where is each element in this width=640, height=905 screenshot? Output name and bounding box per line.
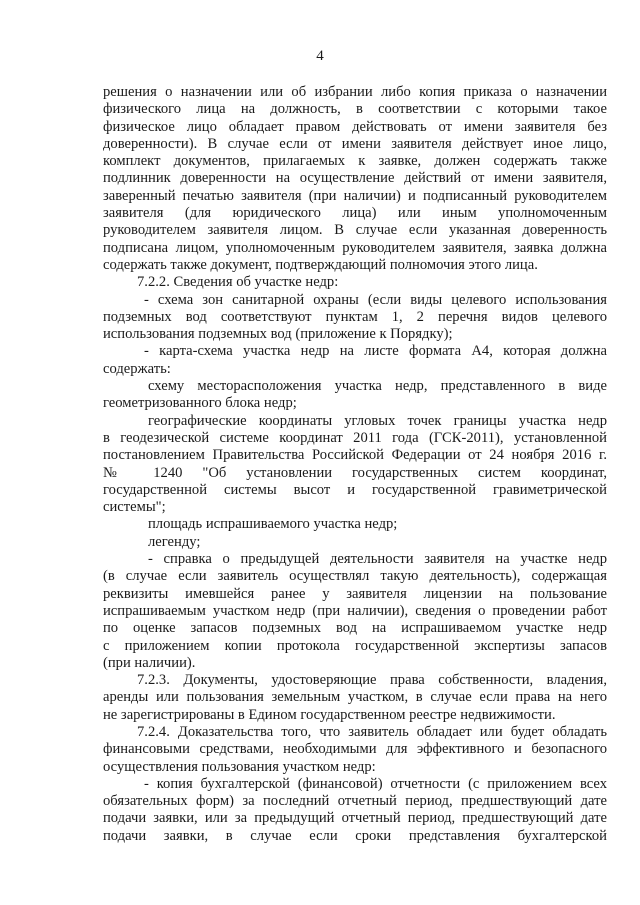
text-line: 7.2.2. Сведения об участке недр:: [137, 274, 339, 291]
text-line: по оценке запасов подземных вод на испрашиваемом участке недр: [103, 620, 607, 637]
text-line: постановлением Правительства Российской Федерации от 24 ноября 2016 г.: [103, 447, 607, 464]
text-line: использования подземных вод (приложение к Порядку);: [103, 326, 453, 343]
text-line: решения о назначении или об избрании либо копия приказа о назначении: [103, 84, 607, 100]
text-line: площадь испрашиваемого участка недр;: [148, 516, 398, 533]
text-line: (в случае если заявитель осуществлял такую деятельность), содержащая: [103, 568, 607, 585]
text-line: содержать также документ, подтверждающий полномочия этого лица.: [103, 256, 538, 273]
text-line: подачи заявки, в случае если сроки представления бухгалтерской: [103, 827, 607, 844]
text-line: 7.2.4. Доказательства того, что заявитель обладает или будет обладать: [137, 723, 607, 740]
text-line: государственной системы высот и государственной гравиметрической: [103, 481, 607, 498]
text-line: (при наличии).: [103, 654, 196, 671]
text-line: в геодезической системе координат 2011 года (ГСК-2011), установленной: [103, 429, 607, 446]
text-line: доверенности). В случае если от имени заявителя действует иное лицо,: [103, 135, 607, 152]
text-line: заявителя (для юридического лица) или иным уполномоченным: [103, 205, 607, 222]
text-line: 7.2.3. Документы, удостоверяющие права собственности, владения,: [137, 672, 607, 689]
text-line: не зарегистрированы в Едином государственном реестре недвижимости.: [103, 706, 556, 723]
text-line: финансовыми средствами, необходимыми для эффективного и безопасного: [103, 741, 607, 758]
text-line: реквизиты имевшейся ранее у заявителя лицензии на пользование: [103, 585, 607, 602]
text-line: с приложением копии протокола государственной экспертизы запасов: [103, 637, 607, 654]
text-line: подачи заявки, или за предыдущий отчетный период, предшествующий дате: [103, 810, 607, 827]
text-line: содержать:: [103, 360, 171, 377]
text-line: руководителем заявителя лицом. В случае если указанная доверенность: [103, 222, 607, 239]
text-line: осуществления пользования участком недр:: [103, 758, 376, 775]
text-line: испрашиваемым участком недр (при наличии), сведения о проведении работ: [103, 602, 607, 619]
text-line: легенду;: [148, 533, 201, 550]
text-line: заверенный печатью заявителя (при наличии) и подписанный руководителем: [103, 187, 607, 204]
text-line: комплект документов, прилагаемых к заявке, должен содержать также: [103, 153, 607, 170]
text-line: подземных вод соответствуют пунктам 1, 2 перечня видов целевого: [103, 308, 607, 325]
text-line: системы";: [103, 499, 166, 516]
text-line: - карта-схема участка недр на листе формата А4, которая должна: [144, 343, 607, 360]
text-line: - копия бухгалтерской (финансовой) отчетности (с приложением всех: [144, 775, 607, 792]
text-line: географические координаты угловых точек границы участка недр: [148, 412, 607, 429]
text-line: - схема зон санитарной охраны (если виды целевого использования: [144, 291, 607, 308]
text-line: схему месторасположения участка недр, представленного в виде: [148, 378, 607, 395]
text-line: аренды или пользования земельным участком, в случае если права на него: [103, 689, 607, 706]
body-text: [103, 84, 607, 845]
page-number: 4: [316, 48, 324, 64]
text-line: физического лица на должность, в соответствии с которыми такое: [103, 101, 607, 118]
text-line: № 1240 "Об установлении государственных систем координат,: [103, 464, 607, 481]
text-line: подлинник доверенности на осуществление действий от имени заявителя,: [103, 170, 607, 187]
text-line: подписана лицом, уполномоченным руководителем заявителя, заявка должна: [103, 239, 607, 256]
text-line: - справка о предыдущей деятельности заявителя на участке недр: [148, 551, 607, 568]
text-line: обязательных форм) за последний отчетный период, предшествующий дате: [103, 793, 607, 810]
text-line: геометризованного блока недр;: [103, 395, 297, 412]
text-line: физическое лицо обладает правом действовать от имени заявителя без: [103, 118, 607, 135]
